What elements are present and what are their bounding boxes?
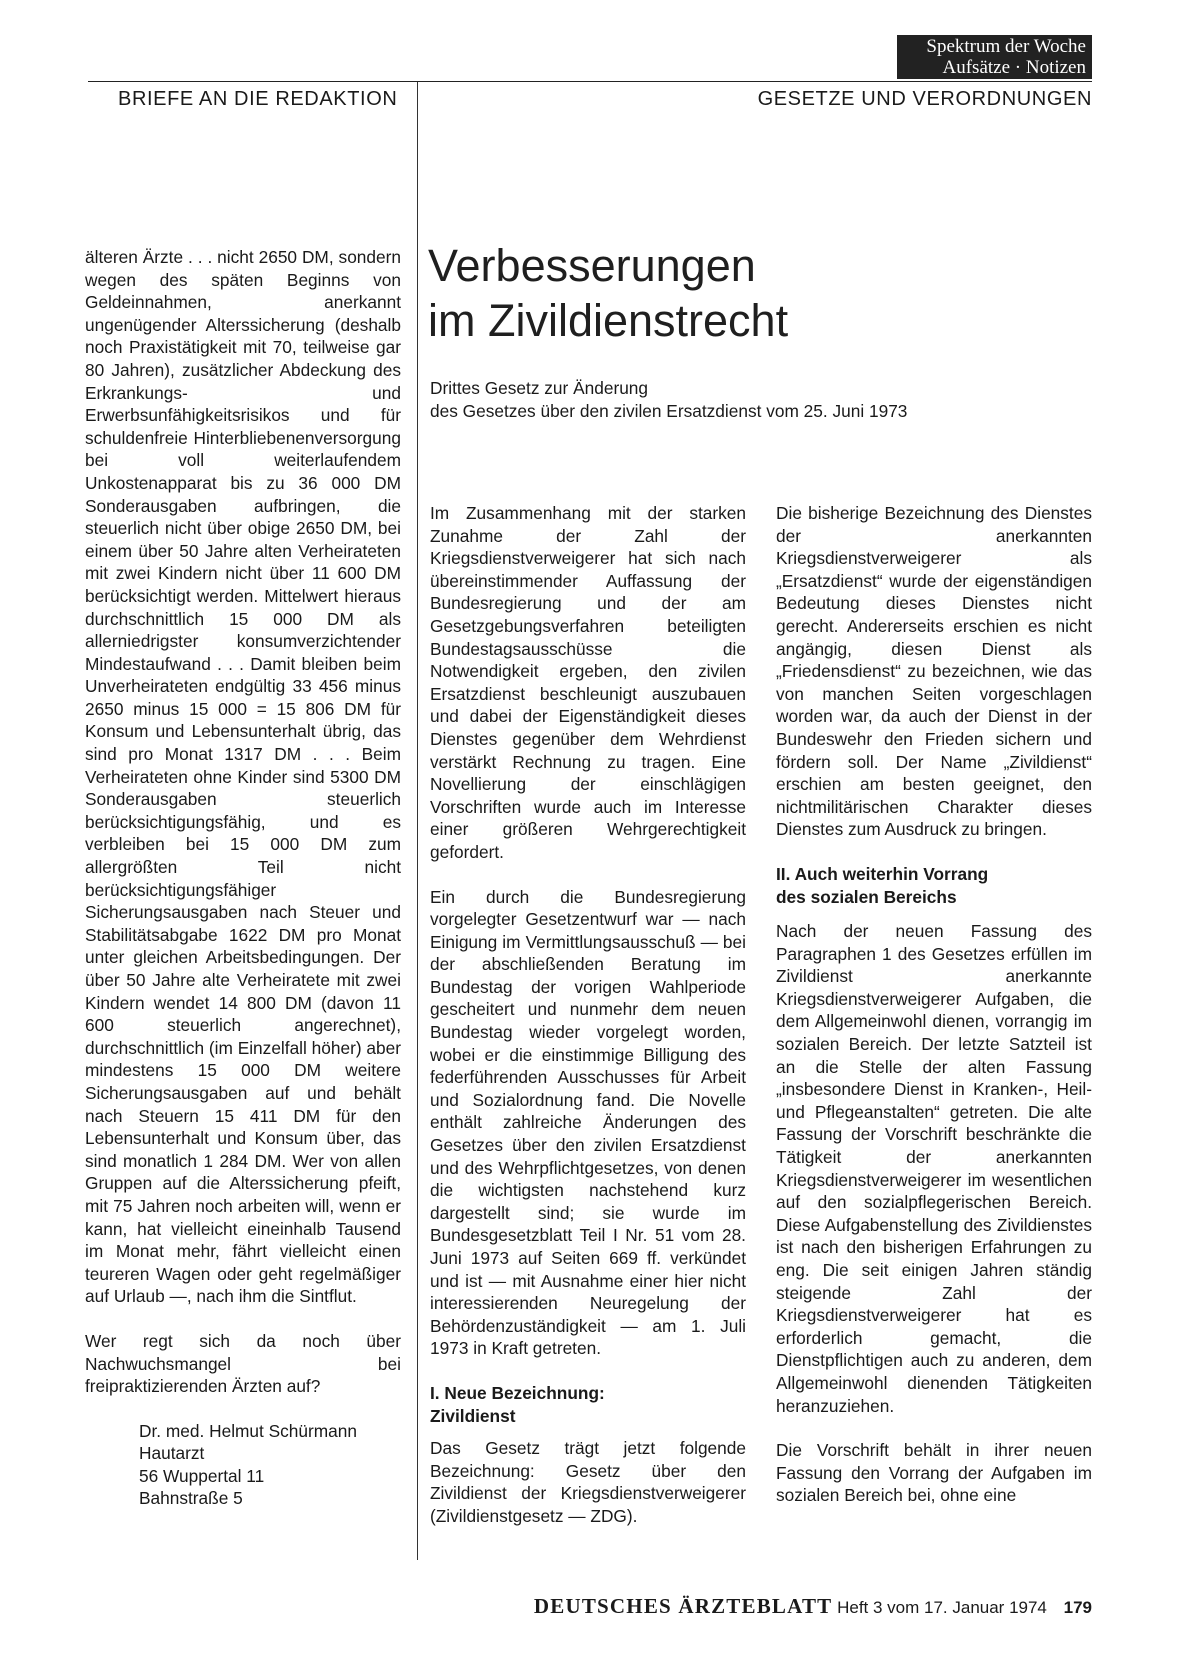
article-title-line-1: Verbesserungen xyxy=(428,240,756,291)
signature-city: 56 Wuppertal 11 xyxy=(139,1465,265,1486)
section-heading-laws: GESETZE UND VERORDNUNGEN xyxy=(757,88,1092,110)
letter-paragraph-2: Wer regt sich da noch über Nachwuchsmangel bei freipraktizierenden Ärzten auf? xyxy=(85,1330,401,1397)
page-number: 179 xyxy=(1063,1598,1092,1617)
page-footer xyxy=(534,1594,1092,1619)
subheading-2-line-2: des sozialen Bereichs xyxy=(776,886,957,907)
article-paragraph-5: Nach der neuen Fassung des Paragraphen 1 des Gesetzes erfüllen im Zivildienst anerkannte Kriegsdienstverweigerer Aufgaben, die dem Allgemeinwohl dienen, vorrangig im sozialen Bereich. Der letzte Satzteil ist an die Stelle der alten Fassung „insbesondere Dienst in Kranken-, Heil- und Pflegeanstalten“ getreten. Die alte Fassung der Vorschrift beschränkte die Tätigkeit der anerkannten Kriegsdienstverweigerer im wesentlichen auf den sozialpflegerischen Bereich. Diese Aufgabenstellung des Zivildienstes ist nach den bisherigen Erfahrungen zu eng. Die seit einigen Jahren ständig steigende Zahl der Kriegsdienstverweigerer hat es erforderlich gemacht, die Dienstpflichtigen auch zu anderen, dem Allgemeinwohl dienenden Tätigkeiten heranzuziehen. xyxy=(776,921,1092,1416)
subheading-2 xyxy=(776,863,1092,908)
article-paragraph-6: Die Vorschrift behält in ihrer neuen Fassung den Vorrang der Aufgaben im sozialen Bereich bei, ohne eine xyxy=(776,1440,1092,1506)
signature-profession: Hautarzt xyxy=(139,1443,205,1464)
masthead: DEUTSCHES ÄRZTEBLATT xyxy=(533,1594,833,1618)
subheading-1 xyxy=(430,1382,746,1427)
article-subtitle-line-2: des Gesetzes über den zivilen Ersatzdienst vom 25. Juni 1973 xyxy=(430,400,908,421)
subheading-2-line-1: II. Auch weiterhin Vorrang xyxy=(776,863,989,884)
badge-line-1: Spektrum der Woche xyxy=(926,36,1086,57)
section-heading-letters: BRIEFE AN DIE REDAKTION xyxy=(118,88,398,110)
signature-name: Dr. med. Helmut Schürmann xyxy=(139,1420,358,1441)
letter-signature xyxy=(85,1420,401,1510)
article-title xyxy=(428,238,788,348)
article-paragraph-2: Ein durch die Bundesregierung vorgelegter Gesetzentwurf war — nach Einigung im Vermittlungsausschuß — bei der abschließenden Beratung im Bundestag der vorigen Wahlperiode gescheitert und nunmehr dem neuen Bundestag wieder vorgelegt worden, wobei er die einstimmige Billigung des federführenden Ausschusses für Arbeit und Sozialordnung fand. Die Novelle enthält zahlreiche Änderungen des Gesetzes über den zivilen Ersatzdienst und des Wehrpflichtgesetzes, von denen die wichtigsten nachstehend kurz dargestellt sind; sie wurde im Bundesgesetzblatt Teil I Nr. 51 vom 28. Juni 1973 auf Seiten 669 ff. verkündet und ist — mit Ausnahme einer hier nicht interessierenden Neuregelung der Behördenzuständigkeit — am 1. Juli 1973 in Kraft getreten. xyxy=(430,886,746,1359)
article-title-line-2: im Zivildienstrecht xyxy=(428,295,789,346)
section-badge xyxy=(897,35,1092,79)
article-column-1 xyxy=(430,502,746,1528)
signature-street: Bahnstraße 5 xyxy=(139,1488,243,1509)
subheading-1-line-1: I. Neue Bezeichnung: xyxy=(430,1382,605,1403)
article-paragraph-4: Die bisherige Bezeichnung des Dienstes der anerkannten Kriegsdienstverweigerer als „Ersatzdienst“ wurde der eigenständigen Bedeutung dieses Dienstes nicht gerecht. Andererseits erschien es nicht angängig, diesen Dienst als „Friedensdienst“ zu bezeichnen, wie das von manchen Seiten vorgeschlagen worden war, da auch der Dienst in der Bundeswehr den Frieden sichern und fördern soll. Der Name „Zivildienst“ erschien am besten geeignet, den nichtmilitärischen Charakter dieses Dienstes zum Ausdruck zu bringen. xyxy=(776,503,1092,840)
issue-info: Heft 3 vom 17. Januar 1974 xyxy=(837,1598,1047,1617)
column-divider xyxy=(417,82,418,1560)
article-column-2 xyxy=(776,502,1092,1507)
badge-line-2: Aufsätze · Notizen xyxy=(942,57,1086,78)
article-paragraph-1: Im Zusammenhang mit der starken Zunahme der Zahl der Kriegsdienstverweigerer hat sich nach übereinstimmender Auffassung der Bundesregierung und der am Gesetzgebungsverfahren beteiligten Bundestagsausschüsse die Notwendigkeit ergeben, den zivilen Ersatzdienst beschleunigt auszubauen und dabei der Eigenständigkeit dieses Dienstes gegenüber dem Wehrdienst verstärkt Rechnung zu tragen. Eine Novellierung der einschlägigen Vorschriften wurde auch im Interesse einer größeren Wehrgerechtigkeit gefordert. xyxy=(430,503,746,862)
letters-column xyxy=(85,246,401,1510)
article-subtitle xyxy=(430,377,907,422)
header-rule xyxy=(88,81,1092,82)
article-paragraph-3: Das Gesetz trägt jetzt folgende Bezeichnung: Gesetz über den Zivildienst der Kriegsdienstverweigerer (Zivildienstgesetz — ZDG). xyxy=(430,1438,746,1526)
letter-paragraph-1: älteren Ärzte . . . nicht 2650 DM, sondern wegen des späten Beginns von Geldeinnahmen, anerkannt ungenügender Alterssicherung (deshalb noch Praxistätigkeit mit 70, teilweise gar 80 Jahren), zusätzlicher Abdeckung des Erkrankungs- und Erwerbsunfähigkeitsrisikos und für schuldenfreie Hinterbliebenenversorgung bei voll weiterlaufendem Unkostenapparat bis zu 36 000 DM Sonderausgaben aufbringen, die steuerlich nicht über obige 2650 DM, bei einem über 50 Jahre alten Verheirateten mit zwei Kindern nicht über 11 600 DM berücksichtigt werden. Mittelwert hieraus durchschnittlich 15 000 DM als allerniedrigster konsumverzichtender Mindestaufwand . . . Damit bleiben beim Unverheirateten endgültig 33 456 minus 2650 minus 15 000 = 15 806 DM für Konsum und Lebensunterhalt übrig, das sind pro Monat 1317 DM . . . Beim Verheirateten ohne Kinder sind 5300 DM Sonderausgaben steuerlich berücksichtigungsfähig, und es verbleiben bei 15 000 DM zum allergrößten Teil nicht berücksichtigungsfähiger Sicherungsausgaben nach Steuer und Stabilitätsabgabe 1622 DM pro Monat unter gleichen Arbeitsbedingungen. Der über 50 Jahre alte Verheiratete mit zwei Kindern wendet 14 800 DM (davon 11 600 steuerlich angerechnet), durchschnittlich (im Einzelfall höher) aber mindestens 15 000 DM weitere Sicherungsausgaben auf und behält nach Steuern 15 411 DM für den Lebensunterhalt und Konsum über, das sind monatlich 1 284 DM. Wer von allen Gruppen auf die Alterssicherung pfeift, mit 75 Jahren noch arbeiten will, wenn er kann, hat vielleicht eineinhalb Tausend im Monat mehr, fährt vielleicht einen teureren Wagen oder geht regelmäßiger auf Urlaub —, nach ihm die Sintflut. xyxy=(85,247,401,1307)
subheading-1-line-2: Zivildienst xyxy=(430,1405,516,1426)
article-subtitle-line-1: Drittes Gesetz zur Änderung xyxy=(430,378,649,398)
